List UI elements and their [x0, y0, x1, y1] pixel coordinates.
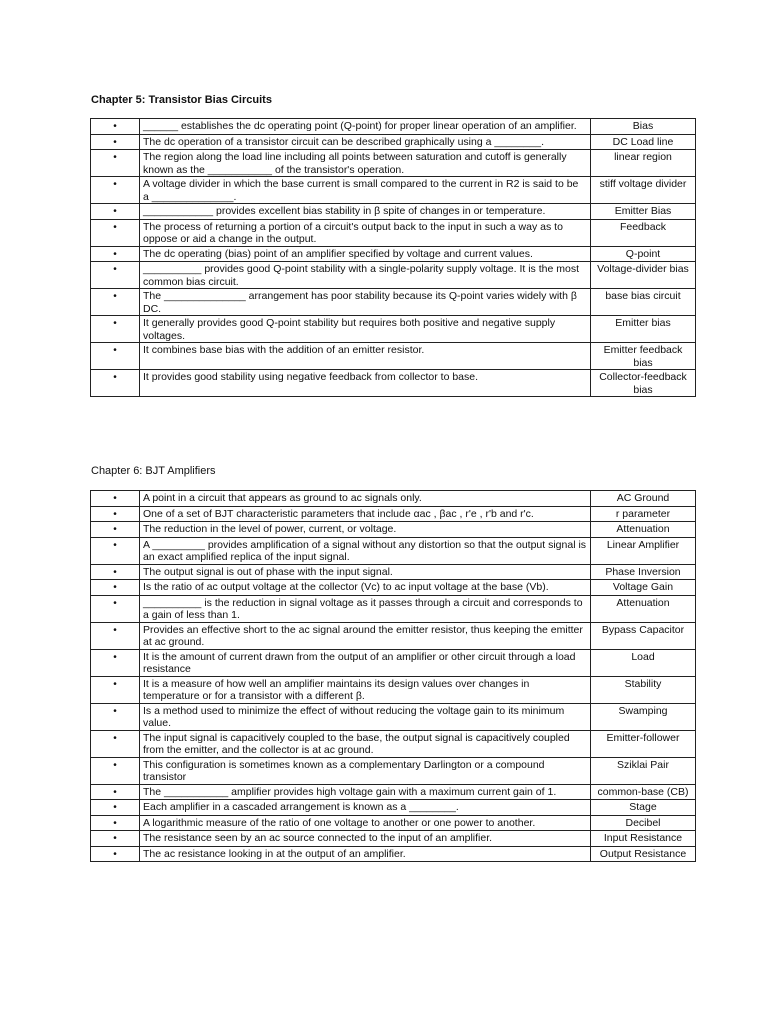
question-text: This configuration is sometimes known as a complementary Darlington or a compound transistor [140, 757, 591, 784]
answer-text: AC Ground [591, 491, 696, 507]
table-row [91, 622, 696, 649]
bullet-icon: • [113, 121, 117, 132]
bullet-cell [91, 595, 140, 622]
bullet-icon: • [113, 732, 117, 744]
question-text: Each amplifier in a cascaded arrangement is known as a ________. [140, 800, 591, 816]
bullet-cell [91, 246, 140, 262]
bullet-cell [91, 289, 140, 316]
question-text: ____________ provides excellent bias stability in β spite of changes in or temperature. [140, 204, 591, 220]
chapter5-table [90, 118, 696, 397]
table-row [91, 370, 696, 397]
table-row [91, 262, 696, 289]
bullet-icon: • [113, 318, 117, 329]
table-row [91, 491, 696, 507]
answer-text: linear region [591, 150, 696, 177]
answer-text: Emitter Bias [591, 204, 696, 220]
answer-text: Load [591, 649, 696, 676]
answer-text: base bias circuit [591, 289, 696, 316]
question-text: The dc operation of a transistor circuit can be described graphically using a ________. [140, 134, 591, 150]
table-row [91, 150, 696, 177]
answer-text: stiff voltage divider [591, 177, 696, 204]
bullet-cell [91, 564, 140, 580]
answer-text: Collector-feedback bias [591, 370, 696, 397]
answer-text: Feedback [591, 219, 696, 246]
bullet-cell [91, 506, 140, 522]
bullet-icon: • [113, 493, 117, 504]
question-text: Provides an effective short to the ac signal around the emitter resistor, thus keeping the emitter at ac ground. [140, 622, 591, 649]
question-text: __________ is the reduction in signal voltage as it passes through a circuit and corresponds to a gain of less than 1. [140, 595, 591, 622]
bullet-icon: • [113, 582, 117, 593]
answer-text: Emitter bias [591, 316, 696, 343]
question-text: A point in a circuit that appears as ground to ac signals only. [140, 491, 591, 507]
bullet-icon: • [113, 291, 117, 302]
answer-text: Swamping [591, 703, 696, 730]
answer-text: Voltage-divider bias [591, 262, 696, 289]
bullet-cell [91, 784, 140, 800]
bullet-cell [91, 150, 140, 177]
bullet-icon: • [113, 345, 117, 356]
question-text: ______ establishes the dc operating point (Q-point) for proper linear operation of an amplifier. [140, 119, 591, 135]
question-text: The output signal is out of phase with the input signal. [140, 564, 591, 580]
bullet-icon: • [113, 206, 117, 217]
question-text: The reduction in the level of power, current, or voltage. [140, 522, 591, 538]
bullet-cell [91, 522, 140, 538]
question-text: A logarithmic measure of the ratio of one voltage to another or one power to another. [140, 815, 591, 831]
chapter5-title: Chapter 5: Transistor Bias Circuits [91, 94, 272, 106]
question-text: The resistance seen by an ac source connected to the input of an amplifier. [140, 831, 591, 847]
answer-text: Linear Amplifier [591, 537, 696, 564]
answer-text: common-base (CB) [591, 784, 696, 800]
question-text: The ___________ amplifier provides high voltage gain with a maximum current gain of 1. [140, 784, 591, 800]
table-row [91, 676, 696, 703]
bullet-icon: • [113, 759, 117, 771]
table-row [91, 703, 696, 730]
answer-text: DC Load line [591, 134, 696, 150]
bullet-icon: • [113, 848, 117, 860]
answer-text: r parameter [591, 506, 696, 522]
bullet-cell [91, 730, 140, 757]
bullet-icon: • [113, 524, 117, 535]
bullet-icon: • [113, 802, 117, 813]
bullet-cell [91, 622, 140, 649]
answer-text: Q-point [591, 246, 696, 262]
bullet-icon: • [113, 248, 117, 260]
question-text: It is the amount of current drawn from the output of an amplifier or other circuit through a load resistance [140, 649, 591, 676]
bullet-icon: • [113, 136, 117, 148]
question-text: The ac resistance looking in at the output of an amplifier. [140, 846, 591, 862]
table-row [91, 649, 696, 676]
question-text: A _________ provides amplification of a signal without any distortion so that the output signal is an exact amplified replica of the input signal. [140, 537, 591, 564]
table-row [91, 831, 696, 847]
bullet-cell [91, 119, 140, 135]
table-row [91, 595, 696, 622]
question-text: One of a set of BJT characteristic parameters that include αac , βac , r'e , r'b and r'c. [140, 506, 591, 522]
bullet-cell [91, 649, 140, 676]
bullet-cell [91, 316, 140, 343]
bullet-icon: • [113, 833, 117, 844]
bullet-icon: • [113, 179, 117, 190]
answer-text: Stability [591, 676, 696, 703]
table-row [91, 134, 696, 150]
bullet-cell [91, 177, 140, 204]
bullet-icon: • [113, 221, 117, 233]
question-text: Is the ratio of ac output voltage at the collector (Vc) to ac input voltage at the base (Vb). [140, 580, 591, 596]
table-row [91, 846, 696, 862]
chapter6-title: Chapter 6: BJT Amplifiers [91, 465, 216, 477]
bullet-cell [91, 491, 140, 507]
bullet-icon: • [113, 817, 117, 829]
bullet-icon: • [113, 705, 117, 717]
question-text: It provides good stability using negative feedback from collector to base. [140, 370, 591, 397]
bullet-cell [91, 262, 140, 289]
answer-text: Decibel [591, 815, 696, 831]
question-text: The ______________ arrangement has poor stability because its Q-point varies widely with β DC. [140, 289, 591, 316]
question-text: The region along the load line including all points between saturation and cutoff is generally known as the ___________ of the transistor's operation. [140, 150, 591, 177]
bullet-icon: • [113, 566, 117, 578]
bullet-cell [91, 219, 140, 246]
question-text: It combines base bias with the addition of an emitter resistor. [140, 343, 591, 370]
question-text: Is a method used to minimize the effect of without reducing the voltage gain to its minimum value. [140, 703, 591, 730]
table-row [91, 343, 696, 370]
bullet-cell [91, 204, 140, 220]
bullet-cell [91, 134, 140, 150]
bullet-cell [91, 537, 140, 564]
answer-text: Sziklai Pair [591, 757, 696, 784]
bullet-cell [91, 676, 140, 703]
table-row [91, 219, 696, 246]
bullet-icon: • [113, 786, 117, 798]
answer-text: Input Resistance [591, 831, 696, 847]
question-text: __________ provides good Q-point stability with a single-polarity supply voltage. It is the most common bias circuit. [140, 262, 591, 289]
bullet-cell [91, 580, 140, 596]
answer-text: Voltage Gain [591, 580, 696, 596]
table-row [91, 800, 696, 816]
answer-text: Emitter feedback bias [591, 343, 696, 370]
bullet-icon: • [113, 678, 117, 690]
table-row [91, 580, 696, 596]
question-text: The input signal is capacitively coupled to the base, the output signal is capacitively coupled from the emitter, and the collector is at ac ground. [140, 730, 591, 757]
table-row [91, 537, 696, 564]
table-row [91, 784, 696, 800]
answer-text: Bias [591, 119, 696, 135]
bullet-cell [91, 703, 140, 730]
answer-text: Output Resistance [591, 846, 696, 862]
table-row [91, 522, 696, 538]
answer-text: Attenuation [591, 522, 696, 538]
answer-text: Stage [591, 800, 696, 816]
answer-text: Emitter-follower [591, 730, 696, 757]
table-row [91, 506, 696, 522]
table-row [91, 204, 696, 220]
answer-text: Phase Inversion [591, 564, 696, 580]
question-text: The dc operating (bias) point of an amplifier specified by voltage and current values. [140, 246, 591, 262]
bullet-icon: • [113, 539, 117, 551]
bullet-cell [91, 757, 140, 784]
table-row [91, 564, 696, 580]
table-row [91, 730, 696, 757]
bullet-cell [91, 343, 140, 370]
table-row [91, 177, 696, 204]
bullet-cell [91, 815, 140, 831]
bullet-icon: • [113, 508, 117, 520]
answer-text: Bypass Capacitor [591, 622, 696, 649]
question-text: It is a measure of how well an amplifier maintains its design values over changes in temperature or for a transistor with a different β. [140, 676, 591, 703]
bullet-cell [91, 800, 140, 816]
question-text: The process of returning a portion of a circuit's output back to the input in such a way as to oppose or aid a change in the output. [140, 219, 591, 246]
table-row [91, 289, 696, 316]
question-text: It generally provides good Q-point stability but requires both positive and negative supply voltages. [140, 316, 591, 343]
table-row [91, 316, 696, 343]
bullet-icon: • [113, 624, 117, 636]
bullet-cell [91, 831, 140, 847]
bullet-icon: • [113, 651, 117, 663]
table-row [91, 119, 696, 135]
bullet-icon: • [113, 264, 117, 275]
bullet-cell [91, 846, 140, 862]
table-row [91, 815, 696, 831]
chapter6-table [90, 490, 696, 862]
bullet-icon: • [113, 152, 117, 163]
bullet-cell [91, 370, 140, 397]
question-text: A voltage divider in which the base current is small compared to the current in R2 is said to be a ______________. [140, 177, 591, 204]
table-row [91, 757, 696, 784]
bullet-icon: • [113, 597, 117, 609]
answer-text: Attenuation [591, 595, 696, 622]
table-row [91, 246, 696, 262]
bullet-icon: • [113, 372, 117, 383]
